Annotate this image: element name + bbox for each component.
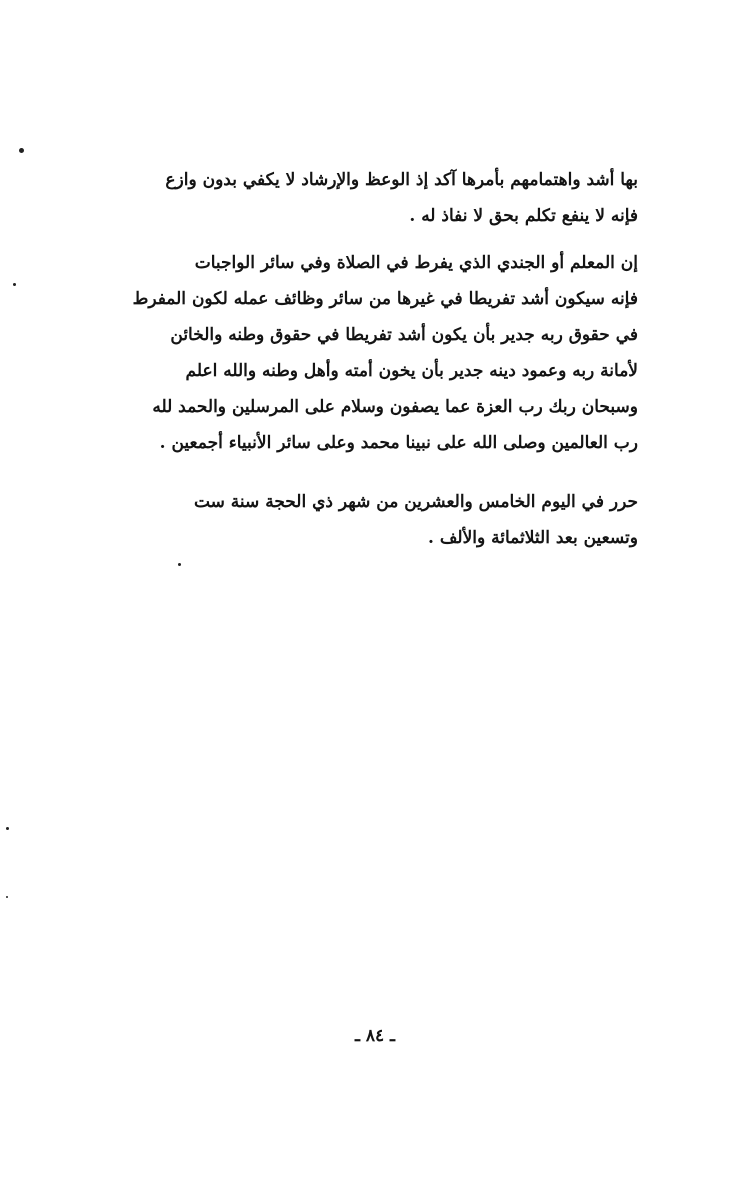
paragraph-2	[128, 245, 638, 461]
text-line: وتسعين بعد الثلاثمائة والألف .	[428, 528, 638, 548]
text-line: فإنه سيكون أشد تفريطا في غيرها من سائر وظائف عمله لكون المفرط	[132, 289, 638, 309]
page-number: ـ ٨٤ ـ	[354, 1026, 396, 1046]
scan-speck	[6, 827, 9, 830]
scan-speck	[178, 563, 181, 566]
text-line: لأمانة ربه وعمود دينه جدير بأن يخون أمته وأهل وطنه والله اعلم	[185, 361, 638, 381]
text-line: إن المعلم أو الجندي الذي يفرط في الصلاة وفي سائر الواجبات	[194, 253, 638, 273]
text-line: وسبحان ربك رب العزة عما يصفون وسلام على المرسلين والحمد لله	[152, 397, 638, 417]
scan-speck	[13, 283, 16, 286]
paragraph-3	[128, 484, 638, 556]
paragraph-1	[128, 162, 638, 234]
text-line: فإنه لا ينفع تكلم بحق لا نفاذ له .	[409, 206, 638, 226]
scan-speck	[19, 148, 24, 153]
text-line: في حقوق ربه جدير بأن يكون أشد تفريطا في حقوق وطنه والخائن	[170, 325, 638, 345]
text-line: حرر في اليوم الخامس والعشرين من شهر ذي الحجة سنة ست	[193, 492, 638, 512]
scan-speck	[6, 896, 8, 898]
text-line: بها أشد واهتمامهم بأمرها آكد إذ الوعظ والإرشاد لا يكفي بدون وازع	[165, 170, 638, 190]
text-line: رب العالمين وصلى الله على نبينا محمد وعلى سائر الأنبياء أجمعين .	[159, 433, 638, 453]
